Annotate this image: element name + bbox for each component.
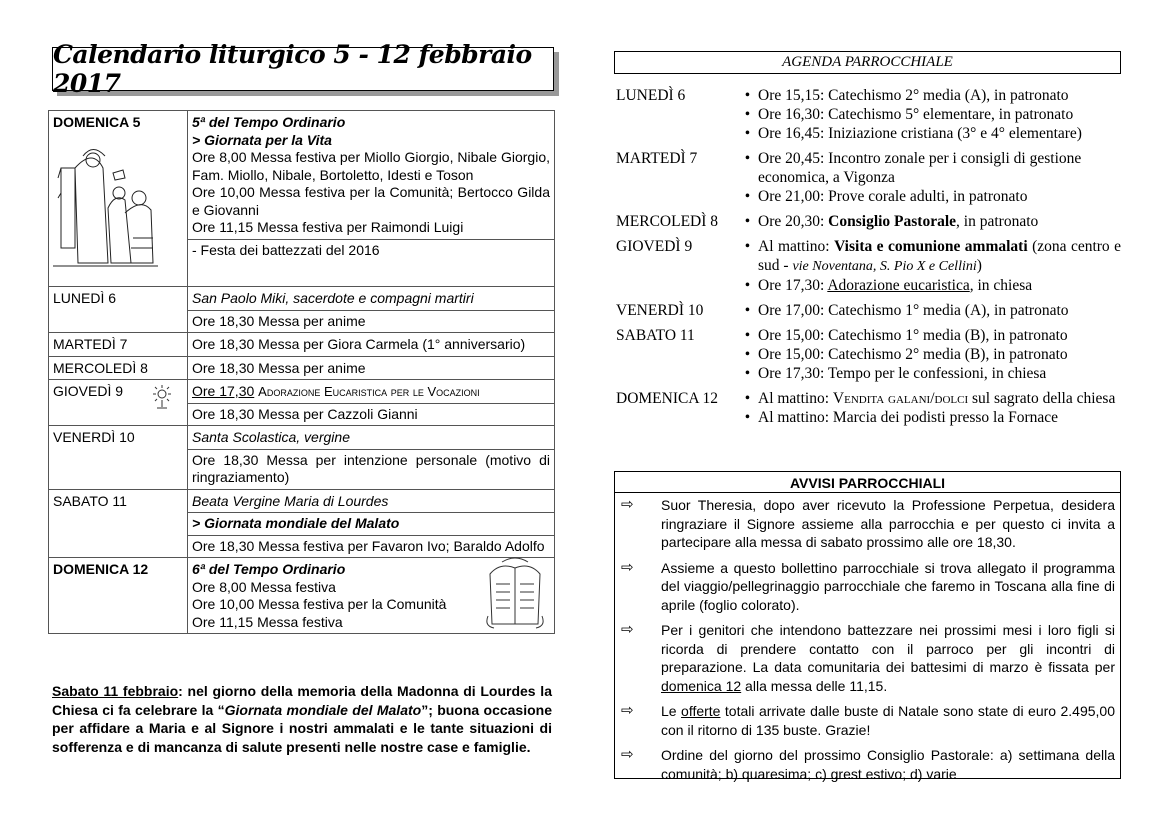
bullet-icon: •: [744, 213, 751, 230]
day-label: DOMENICA 5: [53, 114, 141, 130]
saint-of-day: San Paolo Miki, sacerdote e compagni martiri: [192, 290, 474, 306]
agenda-item: • Ore 17,00: Catechismo 1° media (A), in patronato: [737, 301, 1121, 320]
agenda-title: AGENDA PARROCCHIALE: [782, 54, 953, 70]
table-row: [49, 111, 555, 287]
adoration-entry: [192, 383, 550, 401]
bullet-icon: •: [744, 409, 751, 426]
right-arrow-icon: ⇨: [621, 496, 634, 513]
table-row: [49, 558, 555, 634]
agenda-item: • Ore 15,00: Catechismo 1° media (B), in patronato: [737, 326, 1121, 345]
bullet-icon: •: [744, 87, 751, 104]
day-cell: LUNEDÌ 6: [49, 287, 188, 333]
saint-of-day: Beata Vergine Maria di Lourdes: [192, 492, 389, 509]
right-arrow-icon: ⇨: [621, 702, 634, 719]
mass-entry: Ore 8,00 Messa festiva per Miollo Giorgio, Nibale Giorgio, Fam. Miollo, Nibale, Bortoletto, Idesti e Toson: [192, 149, 550, 183]
tablets-illustration: [480, 554, 550, 632]
day-content: [188, 333, 555, 357]
agenda-day: SABATO 11: [616, 327, 695, 344]
bullet-icon: •: [744, 277, 751, 294]
note-text: : nel giorno della memoria della Madonna di Lourdes la Chiesa ci fa celebrare la “: [52, 683, 552, 718]
table-row: [49, 333, 555, 357]
mass-entry: Ore 18,30 Messa per Giora Carmela (1° anniversario): [192, 336, 526, 352]
mass-entry: Ore 18,30 Messa per intenzione personale (motivo di ringraziamento): [188, 449, 554, 487]
liturgy-title: 5ª del Tempo Ordinario: [192, 114, 346, 130]
agenda-row: [616, 237, 1121, 295]
bullet-icon: •: [744, 365, 751, 382]
day-content: [188, 558, 555, 634]
bullet-icon: •: [744, 346, 751, 363]
mass-entry: Ore 8,00 Messa festiva: [192, 578, 336, 595]
observance: > Giornata mondiale del Malato: [188, 512, 554, 533]
table-row: [49, 489, 555, 558]
day-content: [188, 380, 555, 426]
day-content: [188, 426, 555, 490]
day-cell: [49, 380, 188, 426]
page-title: Calendario liturgico 5 - 12 febbraio 2017: [53, 40, 532, 98]
notice-item: ⇨ Le offerte totali arrivate dalle buste di Natale sono state di euro 2.495,00 con il ritorno di 135 buste. Grazie!: [621, 702, 1115, 738]
saint-of-day: Santa Scolastica, vergine: [192, 429, 350, 445]
day-cell: DOMENICA 12: [49, 558, 188, 634]
parish-notices-box: [614, 471, 1121, 782]
lourdes-note: [52, 682, 552, 756]
mass-entry: Ore 18,30 Messa festiva per Favaron Ivo; Baraldo Adolfo: [188, 535, 554, 556]
bullet-icon: •: [744, 302, 751, 319]
agenda-item: • Al mattino: Marcia dei podisti presso la Fornace: [737, 408, 1121, 427]
agenda-day: DOMENICA 12: [616, 390, 719, 407]
note-date: Sabato 11 febbraio: [52, 683, 179, 699]
agenda-item: • Ore 20,45: Incontro zonale per i consigli di gestione economica, a Vigonza: [737, 149, 1121, 187]
notice-item: ⇨ Assieme a questo bollettino parrocchiale si trova allegato il programma del viaggio/pellegrinaggio parrocchiale che faremo in Toscana alla fine di aprile (foglio colorato).: [621, 558, 1115, 613]
agenda-row: [616, 301, 1121, 320]
agenda-item: • Ore 16,45: Iniziazione cristiana (3° e 4° elementare): [737, 124, 1121, 143]
parish-agenda: [616, 86, 1121, 433]
table-row: [49, 287, 555, 333]
mass-entry: Ore 11,15 Messa festiva per Raimondi Luigi: [192, 219, 464, 235]
bullet-icon: •: [744, 125, 751, 142]
day-cell: MARTEDÌ 7: [49, 333, 188, 357]
table-row: [49, 426, 555, 490]
adoration-time: Ore 17,30: [192, 383, 255, 399]
holy-family-illustration: [53, 138, 158, 278]
day-cell: SABATO 11: [49, 489, 188, 558]
right-arrow-icon: ⇨: [621, 558, 634, 576]
mass-entry: Ore 10,00 Messa festiva per la Comunità; Bertocco Gilda e Giovanni: [192, 184, 550, 218]
right-arrow-icon: ⇨: [621, 621, 634, 638]
day-content: [188, 111, 555, 287]
agenda-item: • Al mattino: Vendita galani/dolci sul sagrato della chiesa: [737, 389, 1121, 408]
agenda-row: [616, 212, 1121, 231]
note-text-end: ”; buona occasione per affidare a Maria e al Signore i nostri ammalati e le tante situazioni di sofferenza e di mancanza di salute presenti nelle nostre case e famiglie.: [52, 701, 552, 755]
table-row: [49, 356, 555, 380]
agenda-row: [616, 86, 1121, 143]
agenda-item: • Ore 17,30: Tempo per le confessioni, in chiesa: [737, 364, 1121, 383]
adoration-title: Adorazione Eucaristica per le Vocazioni: [258, 384, 480, 399]
agenda-day: MARTEDÌ 7: [616, 150, 698, 167]
agenda-day: LUNEDÌ 6: [616, 87, 686, 104]
day-content: [188, 489, 555, 558]
day-cell: [49, 111, 188, 287]
mass-entry: Ore 18,30 Messa per anime: [192, 359, 366, 376]
agenda-item: • Ore 17,30: Adorazione eucaristica, in chiesa: [737, 276, 1121, 295]
agenda-item: • Ore 15,00: Catechismo 2° media (B), in patronato: [737, 345, 1121, 364]
day-cell: VENERDÌ 10: [49, 426, 188, 490]
mass-entry: Ore 11,15 Messa festiva: [192, 613, 343, 630]
agenda-title-box: [614, 51, 1121, 74]
agenda-day: VENERDÌ 10: [616, 302, 704, 319]
pastoral-council: Consiglio Pastorale: [828, 213, 957, 230]
monstrance-icon: [149, 384, 175, 410]
agenda-day: GIOVEDÌ 9: [616, 238, 693, 255]
agenda-row: [616, 326, 1121, 383]
notice-item: ⇨ Per i genitori che intendono battezzare nei prossimi mesi i loro figli si ricorda di prendere contatto con il parroco per gli incontri di preparazione. La data comunitaria dei battesimi di marzo è fissata per domenica 12 alla messa delle 11,15.: [621, 621, 1115, 694]
day-content: [188, 287, 555, 333]
mass-entry: Ore 10,00 Messa festiva per la Comunità: [192, 596, 447, 612]
day-label: GIOVEDÌ 9: [53, 383, 124, 399]
agenda-item: • Al mattino: Visita e comunione ammalati (zona centro e sud - vie Noventana, S. Pio X e Cellini): [737, 237, 1121, 276]
bullet-icon: •: [744, 188, 751, 205]
agenda-item: • Ore 15,15: Catechismo 2° media (A), in patronato: [737, 86, 1121, 105]
mass-entry: Ore 18,30 Messa per anime: [188, 310, 554, 331]
table-row: [49, 380, 555, 426]
liturgy-title: 6ª del Tempo Ordinario: [192, 561, 346, 577]
bullet-icon: •: [744, 150, 751, 167]
agenda-item: • Ore 16,30: Catechismo 5° elementare, in patronato: [737, 105, 1121, 124]
agenda-item: • Ore 21,00: Prove corale adulti, in patronato: [737, 187, 1121, 206]
day-content: [188, 356, 555, 380]
agenda-row: [616, 389, 1121, 427]
bullet-icon: •: [744, 390, 751, 407]
notice-item: ⇨ Ordine del giorno del prossimo Consiglio Pastorale: a) settimana della comunità; b) quaresima; c) grest estivo; d) varie: [621, 746, 1115, 782]
liturgical-calendar-table: [48, 110, 555, 634]
observance: > Giornata per la Vita: [192, 131, 332, 148]
bullet-icon: •: [744, 327, 751, 344]
right-arrow-icon: ⇨: [621, 746, 634, 763]
event-entry: - Festa dei battezzati del 2016: [188, 239, 554, 260]
agenda-item: • Ore 20,30: Consiglio Pastorale, in patronato: [737, 212, 1121, 231]
mass-entry: Ore 18,30 Messa per Cazzoli Gianni: [188, 403, 554, 424]
agenda-row: [616, 149, 1121, 206]
notices-title: AVVISI PARROCCHIALI: [615, 472, 1120, 493]
agenda-day: MERCOLEDÌ 8: [616, 213, 719, 230]
day-cell: MERCOLEDÌ 8: [49, 356, 188, 380]
bullet-icon: •: [744, 238, 751, 255]
bullet-icon: •: [744, 106, 751, 123]
notice-item: ⇨ Suor Theresia, dopo aver ricevuto la Professione Perpetua, desidera ringraziare il Signore assieme alla parrocchia e per questo ci invita a partecipare alla messa di sabato prossimo alle ore 18,30.: [621, 496, 1115, 550]
page-title-box: [52, 40, 554, 98]
note-quote: Giornata mondiale del Malato: [224, 701, 422, 718]
